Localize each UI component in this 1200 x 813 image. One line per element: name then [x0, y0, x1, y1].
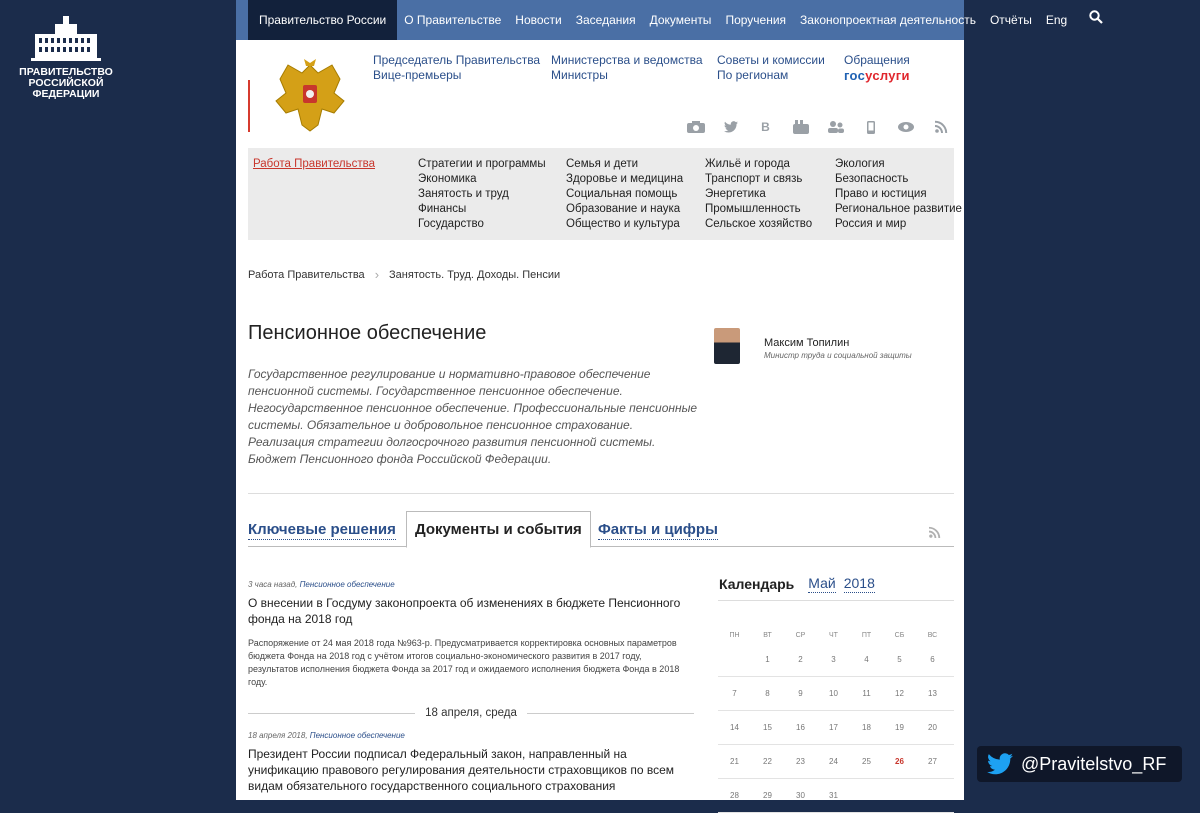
calendar-day[interactable]: 11	[862, 689, 871, 698]
calendar-title: Календарь	[719, 575, 795, 592]
calendar-day[interactable]: 24	[829, 757, 838, 766]
red-accent-line	[248, 80, 250, 132]
calendar-weekday: СБ	[894, 631, 905, 639]
calendar-day[interactable]: 18	[862, 723, 871, 732]
eye-icon[interactable]	[896, 122, 915, 132]
link-deputy-pms[interactable]: Вице-премьеры	[373, 68, 462, 82]
gosuslugi-part-2: услуги	[865, 68, 910, 83]
tab-key-decisions[interactable]: Ключевые решения	[248, 521, 396, 538]
twitter-bird-icon	[987, 753, 1013, 775]
category-link[interactable]: Транспорт и связь	[705, 173, 803, 185]
calendar-header	[718, 567, 954, 601]
nav-item-documents[interactable]: Документы	[649, 13, 712, 27]
news-title[interactable]: О внесении в Госдуму законопроекта об изменениях в бюджете Пенсионного фонда на 2018 год	[248, 596, 681, 626]
calendar-day[interactable]: 1	[765, 655, 770, 664]
header-links-col-2	[551, 53, 703, 83]
calendar-day[interactable]: 16	[796, 723, 805, 732]
calendar-day[interactable]: 4	[864, 655, 869, 664]
org-name-line-2: РОССИЙСКОЙ	[28, 77, 104, 89]
category-link[interactable]: Здоровье и медицина	[566, 173, 684, 185]
category-link[interactable]: Занятость и труд	[418, 188, 509, 200]
nav-item-about[interactable]: О Правительстве	[404, 13, 502, 27]
calendar-day[interactable]: 10	[829, 689, 838, 698]
calendar-day[interactable]: 12	[895, 689, 904, 698]
vk-icon[interactable]: В	[761, 120, 770, 134]
separator-line	[527, 713, 694, 714]
gosuslugi-part-1: гос	[844, 68, 866, 83]
calendar-weekday: ПТ	[861, 631, 872, 639]
divider	[248, 493, 954, 494]
coat-of-arms-icon[interactable]	[274, 57, 346, 140]
nav-item-meetings[interactable]: Заседания	[575, 13, 636, 27]
category-link[interactable]: Россия и мир	[835, 218, 907, 230]
calendar-day[interactable]: 7	[732, 689, 737, 698]
link-ministries[interactable]: Министерства и ведомства	[551, 53, 703, 67]
calendar-day[interactable]: 13	[928, 689, 937, 698]
category-link[interactable]: Финансы	[418, 203, 467, 215]
calendar-day[interactable]: 19	[895, 723, 904, 732]
category-link[interactable]: Жильё и города	[705, 158, 790, 170]
category-link[interactable]: Право и юстиция	[835, 188, 927, 200]
page-title: Пенсионное обеспечение	[248, 322, 487, 344]
calendar-week-row	[718, 779, 954, 813]
page-description: Государственное регулирование и нормативно-правовое обеспечение пенсионной системы. Государственное пенсионное обеспечение. Негосударственное пенсионное обеспечение. Профессиональные пенсионные системы. Обязательное и добровольное пенсионное страхование. Реализация стратегии долгосрочного развития пенсионной системы. Бюджет Пенсионного фонда Российской Федерации.	[248, 367, 698, 466]
category-link[interactable]: Семья и дети	[566, 158, 639, 170]
link-chairman[interactable]: Председатель Правительства	[373, 53, 541, 67]
calendar-week-row	[718, 745, 954, 779]
minister-avatar	[714, 328, 740, 364]
nav-item-news[interactable]: Новости	[515, 13, 562, 27]
twitter-handle: @Pravitelstvo_RF	[1021, 753, 1167, 774]
calendar-day[interactable]: 14	[730, 723, 739, 732]
breadcrumb	[248, 267, 560, 282]
category-col-1	[418, 157, 546, 232]
category-link[interactable]: Образование и наука	[566, 203, 681, 215]
calendar-day[interactable]: 28	[730, 791, 739, 800]
calendar-weekday: СР	[795, 631, 806, 639]
calendar-day[interactable]: 22	[763, 757, 772, 766]
tab-bar	[248, 511, 954, 547]
twitter-badge[interactable]	[977, 746, 1182, 782]
calendar-day[interactable]: 30	[796, 791, 805, 800]
calendar-weekday: ВТ	[763, 631, 772, 639]
calendar-month-select[interactable]: Май	[808, 574, 836, 591]
news-time: 18 апреля 2018,	[248, 731, 308, 740]
nav-item-legislation[interactable]: Законопроектная деятельность	[800, 13, 976, 27]
social-icons	[686, 120, 950, 134]
calendar-day[interactable]: 21	[730, 757, 739, 766]
date-separator	[248, 707, 694, 719]
camera-icon[interactable]	[686, 121, 705, 133]
calendar-weekday-row	[718, 627, 954, 643]
calendar-week-row	[718, 677, 954, 711]
link-ministers[interactable]: Министры	[551, 68, 608, 82]
category-link[interactable]: Безопасность	[835, 173, 909, 185]
nav-item-english[interactable]: Eng	[1045, 13, 1068, 27]
government-logo[interactable]	[14, 14, 118, 100]
top-navigation	[236, 0, 1068, 40]
rss-icon[interactable]	[929, 525, 940, 543]
header-links-col-1	[373, 53, 540, 83]
header-links-col-3	[717, 53, 825, 83]
calendar-day[interactable]: 9	[798, 689, 803, 698]
chevron-right-icon: ›	[374, 267, 380, 282]
nav-item-government[interactable]: Правительство России	[248, 0, 397, 40]
gosuslugi-logo[interactable]	[844, 68, 910, 83]
calendar-grid	[718, 627, 954, 813]
header-links-col-4	[844, 53, 910, 83]
breadcrumb-item[interactable]: Занятость. Труд. Доходы. Пенсии	[389, 268, 561, 281]
categories-panel	[248, 148, 962, 240]
category-col-3	[705, 157, 812, 232]
news-item	[248, 580, 694, 689]
calendar-weekday: ЧТ	[829, 631, 838, 639]
calendar-week-row	[718, 711, 954, 745]
government-building-icon	[29, 14, 103, 62]
category-link[interactable]: Промышленность	[705, 203, 801, 215]
news-meta	[248, 731, 694, 740]
news-tag[interactable]: Пенсионное обеспечение	[299, 580, 395, 589]
category-main-link[interactable]: Работа Правительства	[253, 158, 375, 170]
youtube-icon[interactable]	[791, 120, 810, 134]
category-link[interactable]: Региональное развитие	[835, 203, 962, 215]
calendar-day[interactable]: 15	[763, 723, 772, 732]
calendar-weekday: ВС	[927, 631, 938, 639]
calendar-day[interactable]: 31	[829, 791, 838, 800]
category-link[interactable]: Общество и культура	[566, 218, 680, 230]
mobile-icon[interactable]	[861, 121, 880, 134]
nav-item-reports[interactable]: Отчёты	[989, 13, 1032, 27]
link-councils[interactable]: Советы и комиссии	[717, 53, 825, 67]
users-icon[interactable]	[826, 121, 845, 133]
category-link[interactable]: Энергетика	[705, 188, 766, 200]
calendar-day[interactable]: 23	[796, 757, 805, 766]
category-link[interactable]: Сельское хозяйство	[705, 218, 813, 230]
calendar-day[interactable]: 5	[897, 655, 902, 664]
nav-item-instructions[interactable]: Поручения	[725, 13, 787, 27]
calendar-day[interactable]: 6	[930, 655, 935, 664]
calendar-year-select[interactable]: 2018	[843, 574, 875, 591]
twitter-icon[interactable]	[721, 121, 740, 133]
calendar-day[interactable]: 20	[928, 723, 937, 732]
tab-facts-figures[interactable]: Факты и цифры	[598, 521, 718, 538]
minister-name[interactable]: Максим Топилин	[764, 337, 850, 349]
category-link[interactable]: Стратегии и программы	[418, 158, 546, 170]
category-link[interactable]: Государство	[418, 218, 484, 230]
link-appeals[interactable]: Обращения	[844, 53, 910, 67]
org-name-line-3: ФЕДЕРАЦИИ	[32, 88, 100, 100]
calendar-day[interactable]: 29	[763, 791, 772, 800]
calendar-day[interactable]: 27	[928, 757, 937, 766]
news-feed	[248, 580, 694, 794]
separator-line	[248, 713, 415, 714]
news-item	[248, 731, 694, 794]
news-summary: Распоряжение от 24 мая 2018 года №963-р. Предусматривается корректировка основных параметров бюджета Фонда на 2018 год с учётом итогов социально-экономического развития в 2017 году, результатов исполнения бюджета Фонда за 2017 год и ожидаемого исполнения бюджета Фонда в 2018 году.	[248, 638, 680, 687]
breadcrumb-item[interactable]: Работа Правительства	[248, 268, 365, 281]
calendar-day[interactable]: 3	[831, 655, 836, 664]
rss-icon[interactable]	[931, 121, 950, 133]
news-time: 3 часа назад,	[248, 580, 298, 589]
calendar-day[interactable]: 26	[895, 757, 904, 766]
calendar-day[interactable]: 17	[829, 723, 838, 732]
category-link[interactable]: Экономика	[418, 173, 477, 185]
news-meta	[248, 580, 694, 589]
minister-role: Министр труда и социальной защиты	[764, 351, 912, 360]
search-icon[interactable]	[1082, 0, 1110, 40]
calendar-week-row	[718, 643, 954, 677]
site-header	[236, 40, 964, 148]
org-name-line-1: ПРАВИТЕЛЬСТВО	[19, 66, 113, 78]
category-col-4	[835, 157, 962, 232]
calendar-day[interactable]: 25	[862, 757, 871, 766]
news-title[interactable]: Президент России подписал Федеральный закон, направленный на унификацию правового регулирования деятельности страховщиков по всем видам обязательного государственного социального страхования	[248, 747, 675, 793]
page-column	[236, 0, 1068, 800]
category-link[interactable]: Экология	[835, 158, 885, 170]
news-tag[interactable]: Пенсионное обеспечение	[309, 731, 405, 740]
calendar-weekday: ПН	[729, 631, 740, 639]
category-link[interactable]: Социальная помощь	[566, 188, 678, 200]
tab-documents-events[interactable]: Документы и события	[406, 511, 591, 548]
link-regions[interactable]: По регионам	[717, 68, 789, 82]
calendar-day[interactable]: 8	[765, 689, 770, 698]
calendar-day[interactable]: 2	[798, 655, 803, 664]
calendar-widget	[718, 567, 954, 813]
category-col-2	[566, 157, 683, 232]
date-separator-label: 18 апреля, среда	[425, 707, 517, 719]
